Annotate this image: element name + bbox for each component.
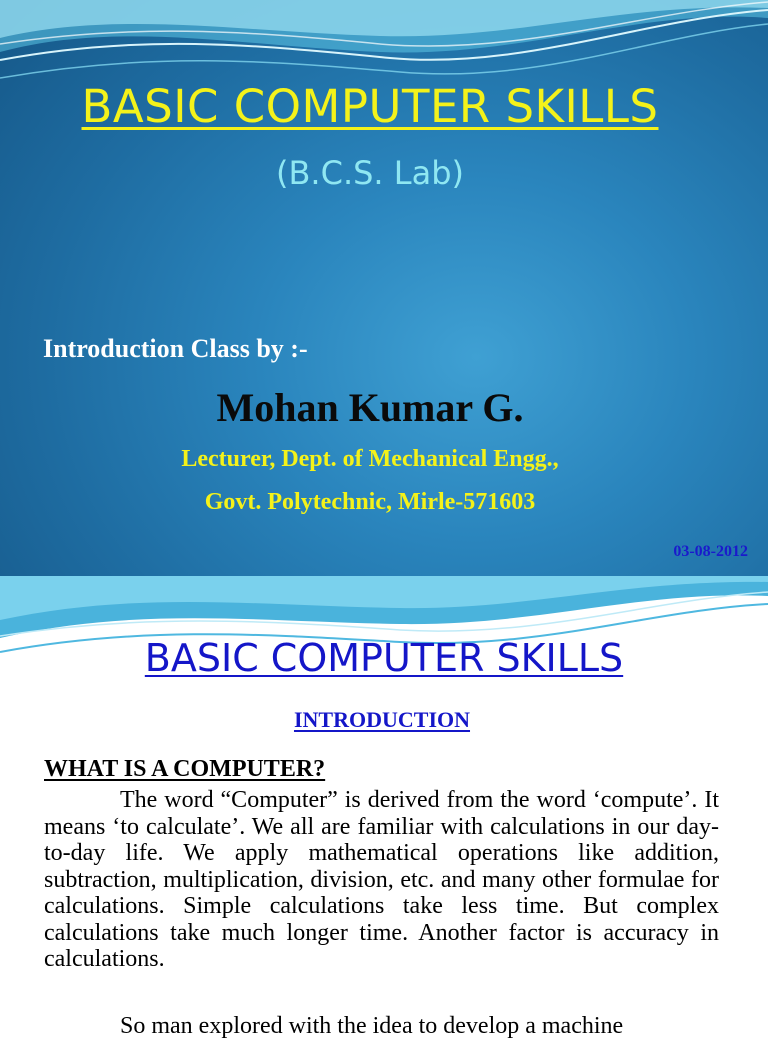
presenter-designation: Lecturer, Dept. of Mechanical Engg.,	[181, 446, 559, 472]
question-heading: WHAT IS A COMPUTER?	[44, 756, 326, 782]
document-page	[0, 576, 768, 1039]
body-paragraph: The word “Computer” is derived from the word ‘compute’. It means ‘to calculate’. We all are familiar with calculations in our day-to-day life. We apply mathematical operations like addition, subtraction, multiplication, division, etc. and many other formulae for calculations. Simple calculations take less time. But complex calculations take much longer time. Another factor is accuracy in calculations.	[44, 787, 719, 972]
document-title: BASIC COMPUTER SKILLS	[144, 636, 624, 680]
slide-subtitle: (B.C.S. Lab)	[275, 154, 464, 192]
intro-label: Introduction Class by :-	[43, 334, 308, 363]
presenter-institution: Govt. Polytechnic, Mirle-571603	[204, 489, 536, 515]
presenter-name: Mohan Kumar G.	[216, 385, 524, 430]
section-heading: INTRODUCTION	[293, 707, 471, 732]
slide-date: 03-08-2012	[673, 543, 748, 560]
slide-title: BASIC COMPUTER SKILLS	[81, 80, 659, 133]
body-next-line: So man explored with the idea to develop a machine	[120, 1013, 624, 1039]
